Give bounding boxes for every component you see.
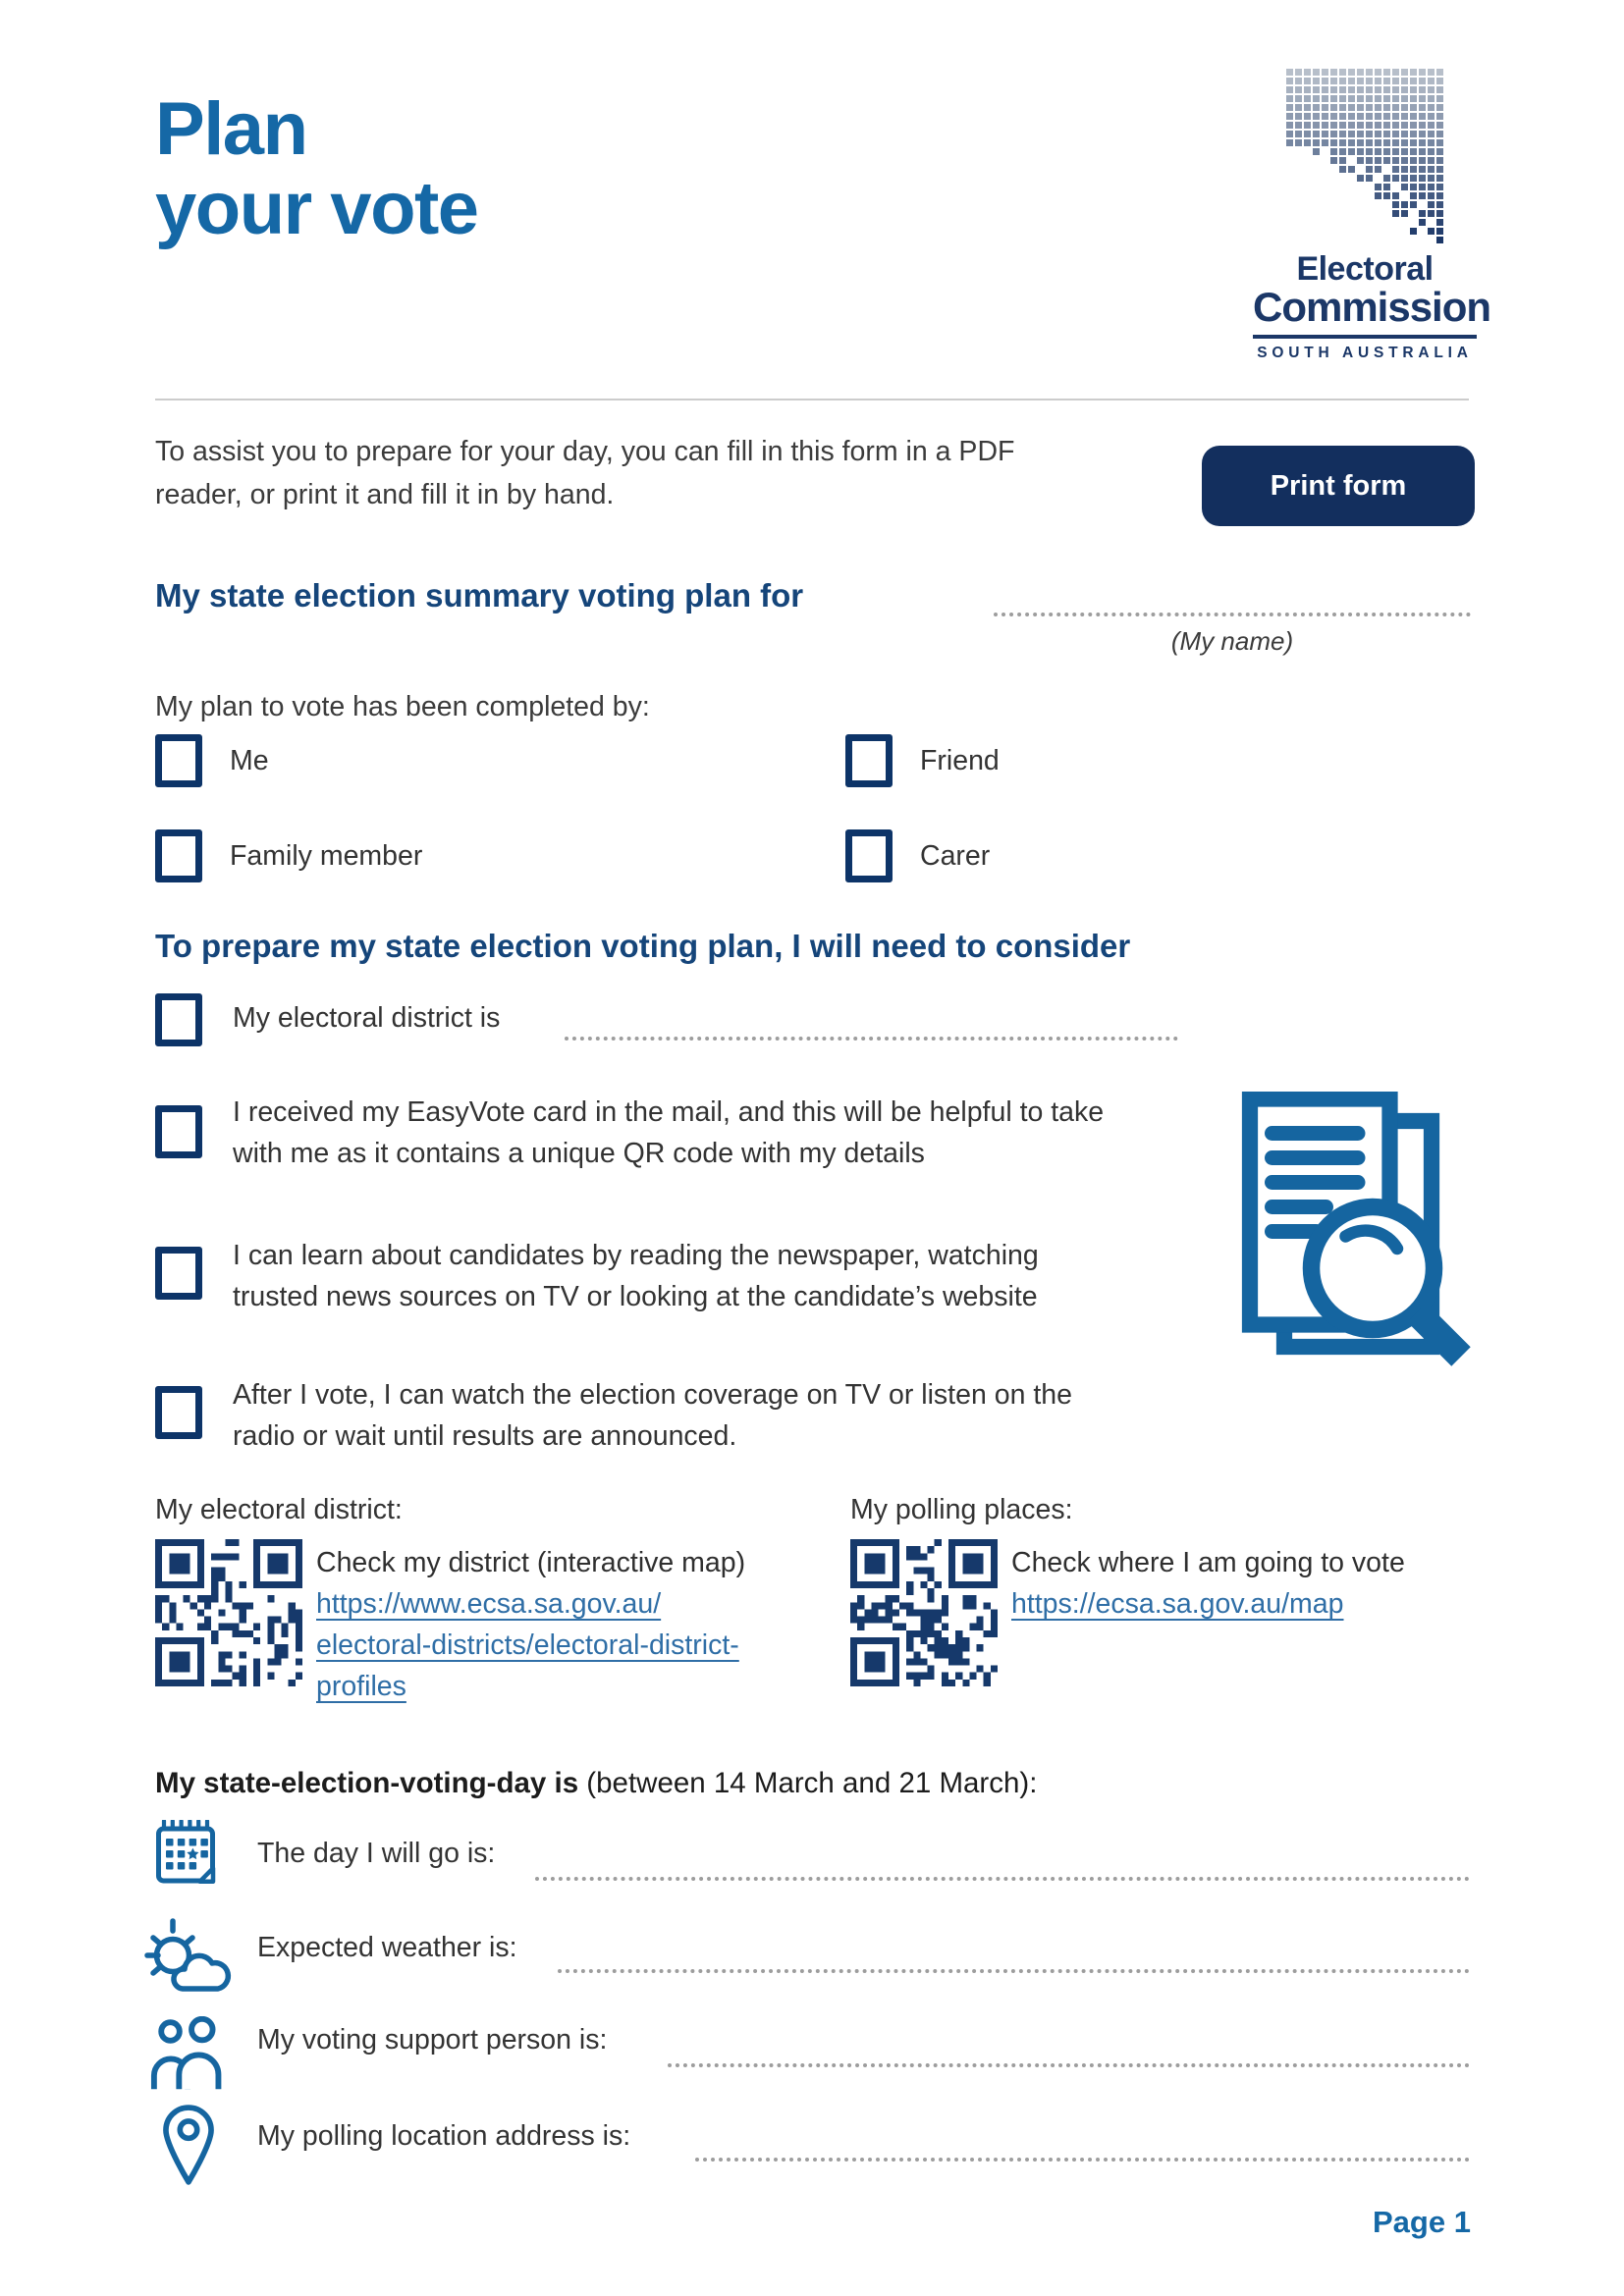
checkbox-electoral-district[interactable] <box>155 993 202 1046</box>
electoral-district-label: My electoral district: <box>155 1494 403 1525</box>
print-form-button[interactable]: Print form <box>1202 446 1475 526</box>
polling-qr-caption: Check where I am going to vote <box>1011 1547 1405 1578</box>
option-carer-label: Carer <box>920 839 991 872</box>
page-number: Page 1 <box>1373 2205 1471 2239</box>
voting-day-heading <box>155 1767 1037 1800</box>
location-pin-icon <box>161 2105 216 2187</box>
checkbox-friend[interactable] <box>845 734 893 787</box>
prepare-item-2: I received my EasyVote card in the mail, and this will be helpful to take with me as it contains a unique QR code with my details <box>233 1096 1105 1170</box>
checkbox-learn-candidates[interactable] <box>155 1247 202 1300</box>
name-hint: (My name) <box>1170 626 1294 656</box>
name-field[interactable] <box>994 579 1471 616</box>
expected-weather-field[interactable] <box>558 1936 1470 1973</box>
polling-address-label: My polling location address is: <box>257 2120 631 2152</box>
prepare-item-4: After I vote, I can watch the election coverage on TV or listen on the radio or wait until results are announced. <box>233 1379 1072 1453</box>
option-friend <box>845 734 1000 787</box>
support-person-label: My voting support person is: <box>257 2024 608 2056</box>
checkbox-carer[interactable] <box>845 829 893 882</box>
logo-text-south-australia: SOUTH AUSTRALIA <box>1257 344 1473 361</box>
south-australia-mosaic-icon <box>1286 69 1443 243</box>
district-qr-code <box>155 1539 302 1686</box>
option-family-member-label: Family member <box>230 839 423 872</box>
prepare-heading: To prepare my state election voting plan, I will need to consider <box>155 928 1131 964</box>
support-person-field[interactable] <box>668 2030 1470 2067</box>
option-me <box>155 734 269 787</box>
intro-text: To assist you to prepare for your day, you can fill in this form in a PDF reader, or print it and fill it in by hand. <box>155 436 1015 511</box>
district-profiles-link-line3[interactable]: profiles <box>316 1670 406 1702</box>
expected-weather-label: Expected weather is: <box>257 1932 517 1963</box>
district-qr-caption: Check my district (interactive map) <box>316 1547 746 1578</box>
polling-map-qr-code <box>850 1539 998 1686</box>
district-profiles-link-line2[interactable]: electoral-districts/electoral-district- <box>316 1629 739 1661</box>
option-carer <box>845 829 990 882</box>
polling-places-label: My polling places: <box>850 1494 1073 1525</box>
people-icon <box>149 2016 238 2091</box>
logo-text-electoral: Electoral <box>1296 250 1434 288</box>
header-divider <box>155 399 1469 400</box>
option-friend-label: Friend <box>920 744 1000 776</box>
voting-day-label: The day I will go is: <box>257 1838 496 1869</box>
logo-rule <box>1253 335 1477 339</box>
option-family-member <box>155 829 422 882</box>
weather-icon <box>143 1912 242 1995</box>
electoral-district-field[interactable] <box>565 1003 1178 1041</box>
completed-by-label: My plan to vote has been completed by: <box>155 691 650 722</box>
page-title-line1: Plan <box>155 87 307 171</box>
voting-day-heading-rest: (between 14 March and 21 March): <box>578 1767 1038 1799</box>
summary-heading: My state election summary voting plan for <box>155 577 804 614</box>
option-me-label: Me <box>230 744 269 776</box>
document-search-illustration <box>1235 1092 1481 1376</box>
polling-address-field[interactable] <box>695 2124 1470 2162</box>
checkbox-me[interactable] <box>155 734 202 787</box>
logo-text-commission: Commission <box>1253 284 1491 330</box>
checkbox-easyvote-card[interactable] <box>155 1105 202 1158</box>
calendar-icon <box>155 1820 216 1887</box>
checkbox-election-coverage[interactable] <box>155 1386 202 1439</box>
polling-map-link[interactable]: https://ecsa.sa.gov.au/map <box>1011 1588 1344 1620</box>
prepare-item-3: I can learn about candidates by reading the newspaper, watching trusted news sources on TV or looking at the candidate’s website <box>233 1240 1039 1313</box>
page-title <box>155 87 478 250</box>
page-title-line2: your vote <box>155 166 478 250</box>
voting-day-heading-bold: My state-election-voting-day is <box>155 1767 579 1799</box>
district-profiles-link <box>316 1584 866 1708</box>
ecsa-logo <box>1253 69 1491 362</box>
voting-day-field[interactable] <box>535 1843 1470 1881</box>
prepare-item-1: My electoral district is <box>233 1002 501 1034</box>
district-profiles-link-line1[interactable]: https://www.ecsa.sa.gov.au/ <box>316 1588 662 1620</box>
checkbox-family-member[interactable] <box>155 829 202 882</box>
